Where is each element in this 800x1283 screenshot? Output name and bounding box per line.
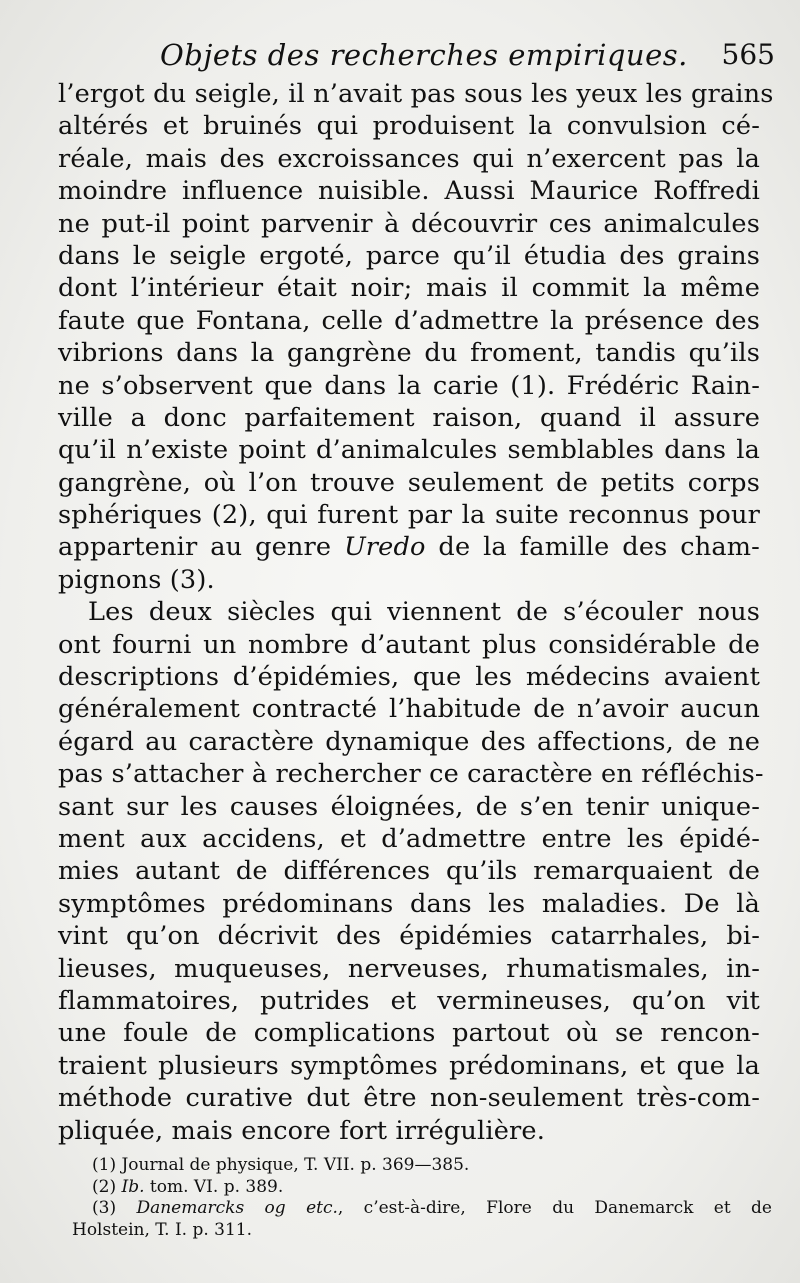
- text-line: généralement contracté l’habitude de n’avoir aucun: [58, 694, 760, 725]
- text-span: appartenir au genre: [58, 532, 345, 563]
- text-line: traient plusieurs symptômes prédominans, et que la: [58, 1050, 760, 1081]
- paragraph-start-line: Les deux siècles qui viennent de s’écouler nous: [88, 597, 760, 628]
- footnote-2: [72, 1177, 772, 1199]
- footnote-3-continued: Holstein, T. I. p. 311.: [72, 1219, 253, 1240]
- text-line: altérés et bruinés qui produisent la convulsion cé-: [58, 111, 760, 142]
- text-span: de la famille des cham-: [425, 532, 760, 563]
- text-line: ment aux accidens, et d’admettre entre les épidé-: [58, 823, 760, 854]
- text-line: ne s’observent que dans la carie (1). Frédéric Rain-: [58, 370, 760, 401]
- text-line: sant sur les causes éloignées, de s’en tenir unique-: [58, 791, 760, 822]
- text-line: méthode curative dut être non-seulement très-com-: [58, 1083, 760, 1114]
- text-line: égard au caractère dynamique des affections, de ne: [58, 726, 760, 757]
- text-line: vibrions dans la gangrène du froment, tandis qu’ils: [58, 338, 760, 369]
- text-line: une foule de complications partout où se rencon-: [58, 1018, 760, 1049]
- text-line: l’ergot du seigle, il n’avait pas sous les yeux les grains: [58, 79, 774, 109]
- italic-title: Danemarcks og etc.: [136, 1198, 338, 1218]
- footnote-1: (1) Journal de physique, T. VII. p. 369—385.: [92, 1155, 470, 1175]
- text-line: qu’il n’existe point d’animalcules semblables dans la: [58, 435, 760, 466]
- italic-abbrev: Ib.: [121, 1176, 145, 1197]
- text-line: faute que Fontana, celle d’admettre la présence des: [58, 305, 760, 336]
- text-line: réale, mais des excroissances qui n’exercent pas la: [58, 143, 760, 174]
- text-line: dont l’intérieur était noir; mais il commit la même: [58, 273, 760, 304]
- body-text: [58, 78, 774, 1147]
- page-number: 565: [721, 38, 775, 71]
- text-line: gangrène, où l’on trouve seulement de petits corps: [58, 467, 760, 498]
- text-line: mies autant de différences qu’ils remarquaient de: [58, 856, 760, 887]
- text-line: sphériques (2), qui furent par la suite reconnus pour: [58, 500, 760, 531]
- text-line: ville a donc parfaitement raison, quand il assure: [58, 402, 760, 433]
- text-line: moindre influence nuisible. Aussi Maurice Roffredi: [58, 176, 760, 207]
- text-line: ne put-il point parvenir à découvrir ces animalcules: [58, 208, 760, 239]
- text-line: [58, 531, 760, 563]
- running-title: Objets des recherches empiriques.: [160, 38, 688, 72]
- text-line: ont fourni un nombre d’autant plus considérable de: [58, 629, 760, 660]
- text-line: pliquée, mais encore fort irrégulière.: [58, 1115, 545, 1146]
- page-header: [160, 38, 775, 78]
- text-line: symptômes prédominans dans les maladies. De là: [58, 888, 760, 919]
- text-line: descriptions d’épidémies, que les médecins avaient: [58, 662, 760, 693]
- text-line: dans le seigle ergoté, parce qu’il étudia des grains: [58, 240, 760, 271]
- footnotes: [72, 1155, 772, 1241]
- text-line: pignons (3).: [58, 564, 215, 595]
- text-line: lieuses, muqueuses, nerveuses, rhumatismales, in-: [58, 953, 760, 984]
- italic-genus: Uredo: [344, 532, 426, 563]
- text-line: vint qu’on décrivit des épidémies catarrhales, bi-: [58, 921, 760, 952]
- text-span: , c’est-à-dire, Flore du Danemarck et de: [337, 1198, 772, 1218]
- text-span: tom. VI. p. 389.: [144, 1176, 284, 1197]
- text-line: pas s’attacher à rechercher ce caractère en réfléchis-: [58, 759, 764, 790]
- text-span: (3): [92, 1198, 137, 1218]
- text-line: flammatoires, putrides et vermineuses, qu’on vit: [58, 985, 760, 1016]
- text-span: (2): [92, 1176, 122, 1197]
- footnote-3: [72, 1198, 772, 1220]
